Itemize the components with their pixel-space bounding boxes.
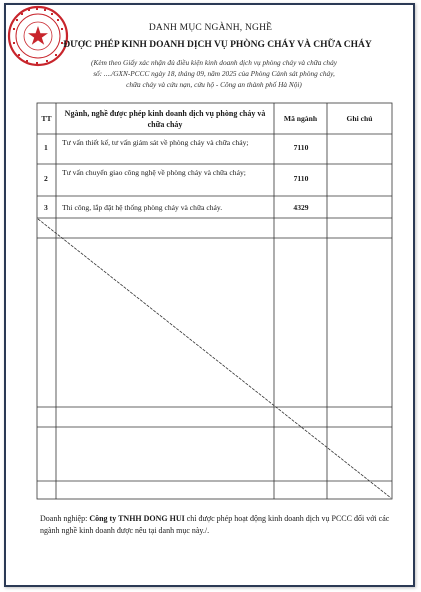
row2-stt: 2	[44, 174, 48, 183]
row1-code: 7110	[293, 143, 309, 152]
subtitle-line2: số: ..../GXN-PCCC ngày 18, tháng 09, năm 2025 của Phòng Cảnh sát phòng cháy,	[93, 69, 335, 78]
footer-suffix: chỉ được phép hoạt động kinh doanh dịch vụ PCCC đối với các ngành nghề kinh doanh được nêu tại danh mục này./.	[40, 514, 390, 535]
header-code: Mã ngành	[283, 114, 318, 123]
doc-title-line2: ĐƯỢC PHÉP KINH DOANH DỊCH VỤ PHÒNG CHÁY VÀ CHỮA CHÁY	[63, 40, 372, 50]
footer-note	[40, 513, 390, 537]
row1-stt: 1	[44, 143, 48, 152]
footer-prefix: Doanh nghiệp:	[40, 514, 90, 523]
row1-name: Tư vấn thiết kế, tư vấn giám sát về phòng cháy và chữa cháy;	[62, 138, 249, 147]
footer-company: Công ty TNHH DONG HUI	[89, 514, 185, 523]
header-name: Ngành, nghề được phép kinh doanh dịch vụ phòng cháy và chữa cháy	[64, 109, 266, 129]
row2-name: Tư vấn chuyển giao công nghệ về phòng cháy và chữa cháy;	[62, 168, 246, 177]
subtitle-line3: chữa cháy và cứu nạn, cứu hộ - Công an thành phố Hà Nội)	[126, 80, 302, 89]
row3-stt: 3	[44, 203, 48, 212]
doc-subtitle	[44, 57, 384, 90]
row3-name: Thi công, lắp đặt hệ thống phòng cháy và chữa cháy.	[62, 203, 223, 212]
subtitle-line1: (Kèm theo Giấy xác nhận đủ điều kiện kinh doanh dịch vụ phòng cháy và chữa cháy	[91, 58, 337, 67]
diagonal-strike-line	[38, 219, 391, 498]
row2-code: 7110	[293, 174, 309, 183]
header-stt: TT	[41, 114, 52, 123]
row3-code: 4329	[293, 203, 309, 212]
doc-title-line1: DANH MỤC NGÀNH, NGHỀ	[148, 23, 273, 33]
header-note: Ghi chú	[346, 114, 373, 123]
